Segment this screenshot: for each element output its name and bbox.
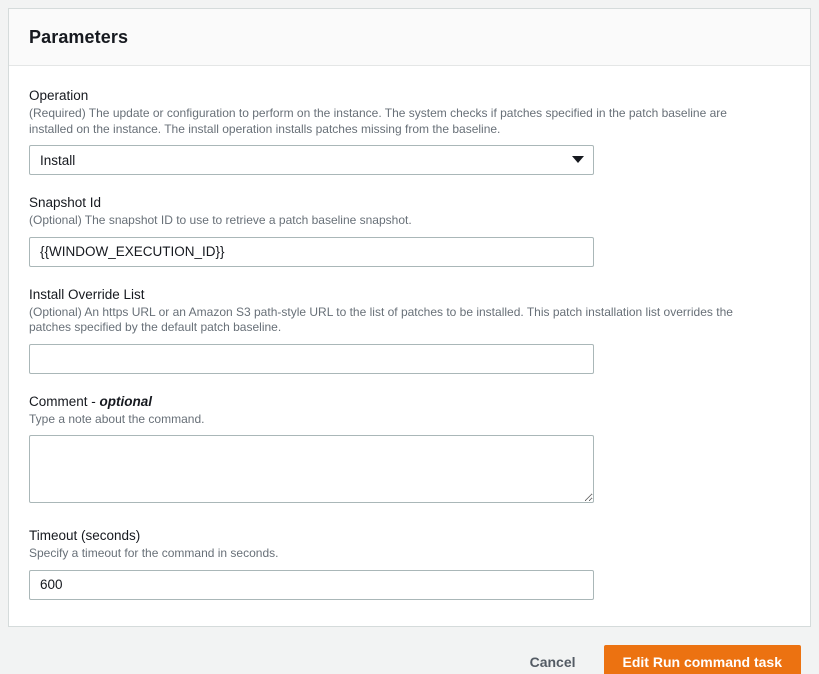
comment-description: Type a note about the command.: [29, 411, 205, 426]
snapshot-id-input[interactable]: [29, 237, 594, 267]
timeout-description: Specify a timeout for the command in seconds.: [29, 546, 279, 560]
install-override-list-input[interactable]: [29, 344, 594, 374]
field-install-override-list: [29, 287, 790, 374]
timeout-input[interactable]: [29, 570, 594, 600]
page-title: Parameters: [29, 27, 129, 47]
comment-textarea[interactable]: [29, 435, 594, 503]
operation-select[interactable]: [29, 145, 594, 175]
panel-header: [9, 9, 810, 66]
field-operation: [29, 88, 790, 175]
form-footer: [8, 627, 811, 674]
install-override-list-label: Install Override List: [29, 286, 145, 302]
parameters-panel: [8, 8, 811, 627]
panel-body: [9, 66, 810, 626]
comment-label-text: Comment -: [29, 393, 100, 409]
field-comment: [29, 394, 790, 509]
cancel-button[interactable]: Cancel: [520, 647, 586, 674]
install-override-list-description: (Optional) An https URL or an Amazon S3 path-style URL to the list of patches to be installed. This patch installation list overrides the patches specified by the default patch baseline.: [29, 304, 733, 334]
operation-label: Operation: [29, 88, 89, 103]
field-timeout: [29, 528, 790, 600]
field-snapshot-id: [29, 195, 790, 267]
snapshot-id-label: Snapshot Id: [29, 195, 102, 210]
operation-description: (Required) The update or configuration to perform on the instance. The system checks if patches specified in the patch baseline are installed on the instance. The install operation installs patches missing from the baseline.: [29, 106, 727, 136]
operation-select-wrap: [29, 145, 594, 175]
timeout-label: Timeout (seconds): [29, 528, 141, 543]
edit-run-command-task-button[interactable]: Edit Run command task: [604, 645, 801, 674]
comment-label: [29, 394, 790, 409]
comment-label-optional: optional: [99, 393, 153, 409]
snapshot-id-description: (Optional) The snapshot ID to use to retrieve a patch baseline snapshot.: [29, 213, 412, 227]
operation-select-value: Install: [40, 152, 76, 168]
